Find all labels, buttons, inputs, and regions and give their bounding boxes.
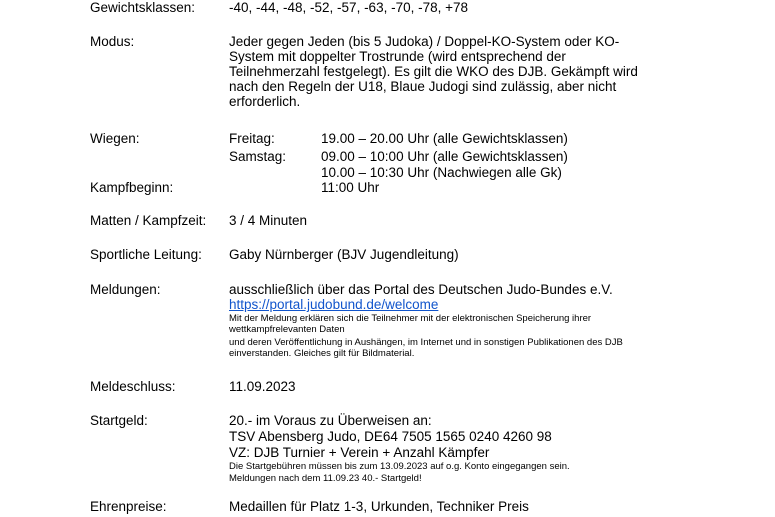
modus-line-1: Jeder gegen Jeden (bis 5 Judoka) / Doppel-KO-System oder KO- bbox=[229, 34, 620, 49]
meldungen-portal-link[interactable]: https://portal.judobund.de/welcome bbox=[229, 297, 439, 312]
startgeld-line-2: TSV Abensberg Judo, DE64 7505 1565 0240 4260 98 bbox=[229, 429, 552, 444]
wiegen-samstag-time-2: 10.00 – 10:30 Uhr (Nachwiegen alle Gk) bbox=[321, 165, 562, 180]
startgeld-line-1: 20.- im Voraus zu Überweisen an: bbox=[229, 413, 432, 428]
leitung-value: Gaby Nürnberger (BJV Jugendleitung) bbox=[229, 247, 459, 262]
modus-line-2: System mit doppelter Trostrunde (wird entsprechend der bbox=[229, 49, 566, 64]
matten-value: 3 / 4 Minuten bbox=[229, 213, 308, 228]
modus-line-4: nach den Regeln der U18, Blaue Judogi sind zulässig, aber nicht bbox=[229, 79, 617, 94]
meldeschluss-value: 11.09.2023 bbox=[229, 379, 296, 394]
kampfbeginn-value: 11:00 Uhr bbox=[321, 180, 380, 195]
matten-label: Matten / Kampfzeit: bbox=[90, 213, 207, 228]
leitung-label: Sportliche Leitung: bbox=[90, 247, 202, 262]
wiegen-samstag-day: Samstag: bbox=[229, 149, 287, 164]
gewichtsklassen-label: Gewichtsklassen: bbox=[90, 0, 196, 15]
modus-label: Modus: bbox=[90, 34, 135, 49]
wiegen-freitag-day: Freitag: bbox=[229, 131, 275, 146]
startgeld-note-2: Meldungen nach dem 11.09.23 40.- Startgeld! bbox=[229, 473, 422, 484]
ehrenpreise-value: Medaillen für Platz 1-3, Urkunden, Techniker Preis bbox=[229, 499, 529, 514]
meldungen-note-2: wettkampfrelevanten Daten bbox=[229, 324, 345, 335]
kampfbeginn-label: Kampfbeginn: bbox=[90, 180, 174, 195]
ehrenpreise-label: Ehrenpreise: bbox=[90, 499, 167, 514]
meldungen-note-1: Mit der Meldung erklären sich die Teilnehmer mit der elektronischen Speicherung ihrer bbox=[229, 313, 592, 324]
modus-line-5: erforderlich. bbox=[229, 94, 301, 109]
wiegen-label: Wiegen: bbox=[90, 131, 140, 146]
startgeld-line-3: VZ: DJB Turnier + Verein + Anzahl Kämpfer bbox=[229, 445, 490, 460]
gewichtsklassen-value: -40, -44, -48, -52, -57, -63, -70, -78, +78 bbox=[229, 0, 469, 15]
modus-line-3: Teilnehmerzahl festgelegt). Es gilt die WKO des DJB. Gekämpft wird bbox=[229, 64, 638, 79]
startgeld-note-1: Die Startgebühren müssen bis zum 13.09.2023 auf o.g. Konto eingegangen sein. bbox=[229, 461, 570, 472]
meldungen-note-4: einverstanden. Gleiches gilt für Bildmaterial. bbox=[229, 348, 415, 359]
wiegen-freitag-time: 19.00 – 20.00 Uhr (alle Gewichtsklassen) bbox=[321, 131, 568, 146]
startgeld-label: Startgeld: bbox=[90, 413, 148, 428]
wiegen-samstag-time-1: 09.00 – 10:00 Uhr (alle Gewichtsklassen) bbox=[321, 149, 568, 164]
meldungen-value: ausschließlich über das Portal des Deutschen Judo-Bundes e.V. bbox=[229, 282, 613, 297]
meldeschluss-label: Meldeschluss: bbox=[90, 379, 176, 394]
meldungen-note-3: und deren Veröffentlichung in Aushängen, im Internet und in sonstigen Publikationen des DJB bbox=[229, 337, 623, 348]
meldungen-label: Meldungen: bbox=[90, 282, 161, 297]
